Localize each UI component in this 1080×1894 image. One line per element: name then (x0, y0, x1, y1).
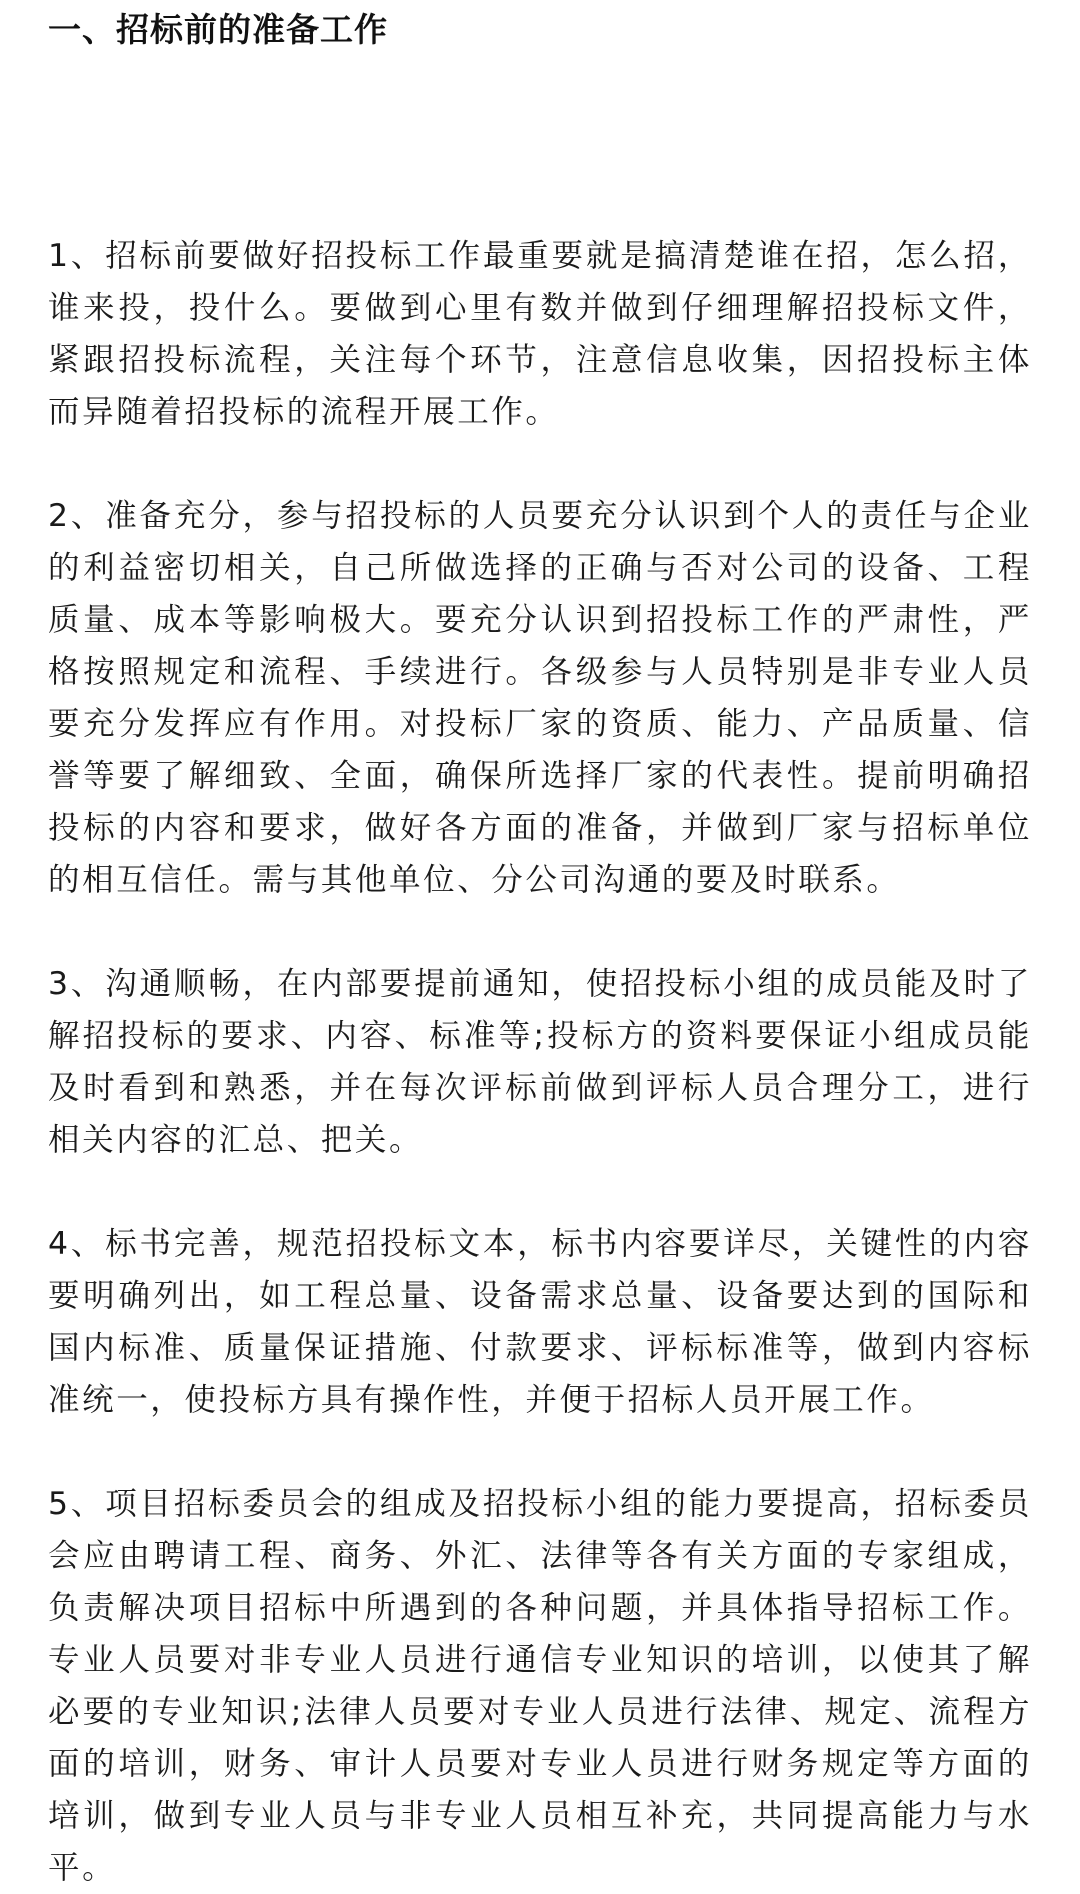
paragraph-3: 3、沟通顺畅，在内部要提前通知，使招投标小组的成员能及时了解招投标的要求、内容、标准等;投标方的资料要保证小组成员能及时看到和熟悉，并在每次评标前做到评标人员合理分工，进行相关内容的汇总、把关。 (48, 966, 1032, 1158)
paragraph-5: 5、项目招标委员会的组成及招投标小组的能力要提高，招标委员会应由聘请工程、商务、外汇、法律等各有关方面的专家组成，负责解决项目招标中所遇到的各种问题，并具体指导招标工作。专业人员要对非专业人员进行通信专业知识的培训，以使其了解必要的专业知识;法律人员要对专业人员进行法律、规定、流程方面的培训，财务、审计人员要对专业人员进行财务规定等方面的培训，做到专业人员与非专业人员相互补充，共同提高能力与水平。 (48, 1486, 1032, 1886)
section-heading: 一、招标前的准备工作 (48, 10, 388, 49)
paragraph-2: 2、准备充分，参与招投标的人员要充分认识到个人的责任与企业的利益密切相关，自己所做选择的正确与否对公司的设备、工程质量、成本等影响极大。要充分认识到招投标工作的严肃性，严格按照规定和流程、手续进行。各级参与人员特别是非专业人员要充分发挥应有作用。对投标厂家的资质、能力、产品质量、信誉等要了解细致、全面，确保所选择厂家的代表性。提前明确招投标的内容和要求，做好各方面的准备，并做到厂家与招标单位的相互信任。需与其他单位、分公司沟通的要及时联系。 (48, 498, 1032, 898)
article-body (48, 0, 1032, 1894)
paragraph-4: 4、标书完善，规范招投标文本，标书内容要详尽，关键性的内容要明确列出，如工程总量、设备需求总量、设备要达到的国际和国内标准、质量保证措施、付款要求、评标标准等，做到内容标准统一，使投标方具有操作性，并便于招标人员开展工作。 (48, 1226, 1032, 1418)
paragraph-1: 1、招标前要做好招投标工作最重要就是搞清楚谁在招，怎么招，谁来投，投什么。要做到心里有数并做到仔细理解招投标文件，紧跟招投标流程，关注每个环节，注意信息收集，因招投标主体而异随着招投标的流程开展工作。 (48, 238, 1032, 430)
